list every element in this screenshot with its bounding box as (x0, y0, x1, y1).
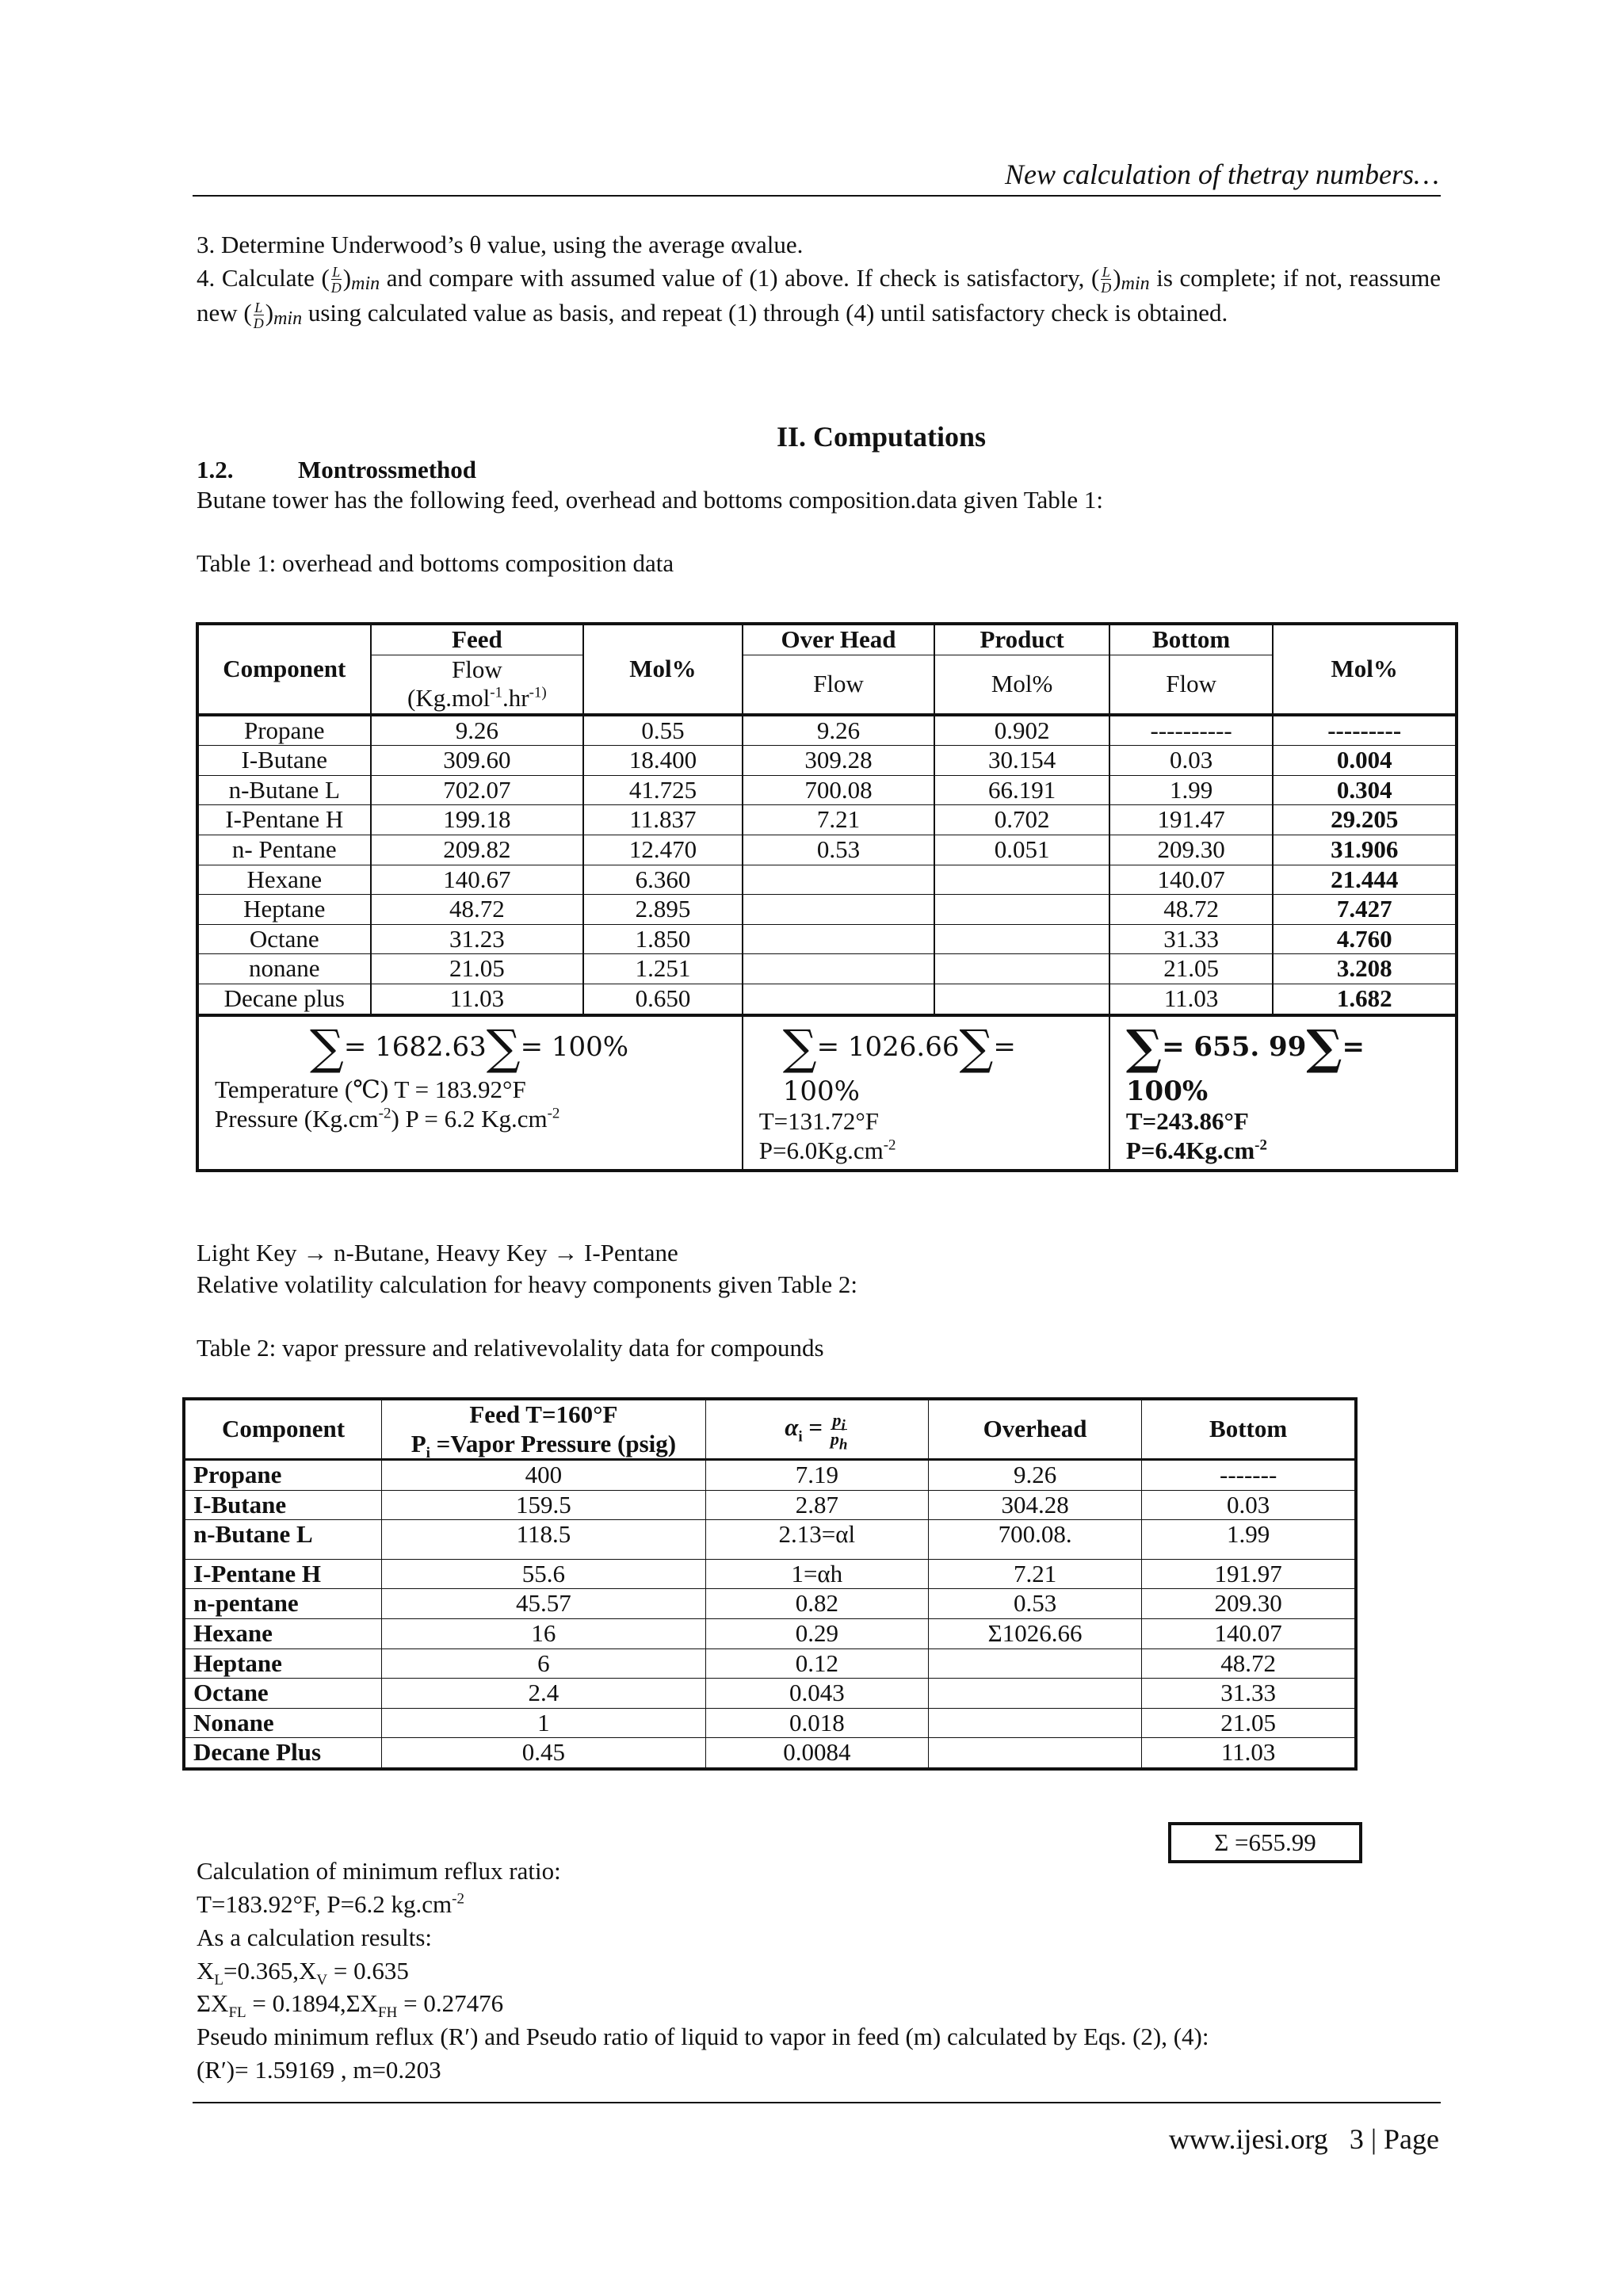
th-component: Component (197, 624, 371, 715)
table-cell: 9.26 (743, 715, 935, 746)
frac-num: L (332, 264, 341, 281)
intro-steps (197, 228, 1441, 331)
oh-pct: = 100% (782, 1030, 1016, 1108)
table-cell: I-Pentane H (184, 1559, 382, 1589)
table-cell (743, 865, 935, 895)
table2-intro: Relative volatility calculation for heavy components given Table 2: (197, 1270, 858, 1298)
table-cell: 140.67 (371, 865, 584, 895)
table-cell: 1.99 (1142, 1520, 1356, 1560)
bt-pct: = 100% (1125, 1030, 1365, 1108)
table-cell: 0.12 (705, 1648, 928, 1679)
table-row (184, 1589, 1356, 1619)
table-cell (934, 984, 1109, 1014)
table1-caption: Table 1: overhead and bottoms composition data (197, 549, 674, 577)
table-cell: 55.6 (382, 1559, 706, 1589)
th2-alpha: $\alpha_i$ = $\frac{p_i}{p_h}$ (705, 1399, 928, 1460)
table-cell: 7.427 (1273, 895, 1457, 925)
th2-feed-line1: Feed T=160°F (469, 1400, 618, 1428)
table-cell: 11.03 (1142, 1738, 1356, 1769)
feed-sum: = 1682.63 (343, 1030, 487, 1063)
table-cell: 6 (382, 1648, 706, 1679)
oh-press: $P=6.0Kg.cm^{-2}$ (758, 1137, 896, 1164)
calc-line-1: Calculation of minimum reflux ratio: (197, 1857, 561, 1885)
bt-press: $P=6.4Kg.cm^{-2}$ (1125, 1137, 1267, 1164)
sigma-icon: ∑ (959, 1019, 994, 1075)
table-row (197, 984, 1457, 1014)
table-cell: Σ1026.66 (928, 1619, 1141, 1649)
calc-line-2: T=183.92°F, P=6.2 $kg.cm^{-2}$ (197, 1889, 464, 1918)
min-subscript: min (273, 308, 303, 329)
footer-page: 3 | Page (1349, 2123, 1439, 2155)
table-cell: 118.5 (382, 1520, 706, 1560)
th-feed-flow: Flow ($Kg.mol^{-1}.hr^{-1)}$ (371, 655, 584, 715)
bottom-sum-box: Σ =655.99 (1168, 1822, 1362, 1863)
table-cell: 1.850 (583, 924, 743, 954)
feed-sum-line (215, 1020, 726, 1076)
table-cell: 31.33 (1142, 1679, 1356, 1709)
table-cell: 31.23 (371, 924, 584, 954)
table-cell: 700.08 (743, 775, 935, 805)
th-product-mol: Mol% (934, 655, 1109, 715)
table-row (184, 1559, 1356, 1589)
table-cell: 9.26 (928, 1460, 1141, 1491)
table-cell: 48.72 (1142, 1648, 1356, 1679)
table-cell (928, 1738, 1141, 1769)
sigma-icon: ∑ (486, 1019, 521, 1075)
table-row (184, 1708, 1356, 1738)
th-overhead: Over Head (743, 624, 935, 655)
table-cell: 21.444 (1273, 865, 1457, 895)
table-cell: 18.400 (583, 746, 743, 776)
table-cell: Heptane (184, 1648, 382, 1679)
table-cell: 309.28 (743, 746, 935, 776)
subsection-number: 1.2. (197, 456, 234, 483)
table-cell: 1=αh (705, 1559, 928, 1589)
table-cell: 2.4 (382, 1679, 706, 1709)
table-row (197, 746, 1457, 776)
table-cell: n-Butane L (197, 775, 371, 805)
table-cell (928, 1679, 1141, 1709)
table-cell: 0.53 (928, 1589, 1141, 1619)
table-cell: 48.72 (1109, 895, 1274, 925)
oh-temp: T=131.72°F (758, 1107, 880, 1136)
calc-line-5: $\Sigma X_{FL} = 0.1894,\Sigma X_{FH} = 0.27476$ (197, 1989, 504, 2022)
table-cell: 0.82 (705, 1589, 928, 1619)
sigma-icon: ∑ (1125, 1019, 1163, 1075)
table-cell: 140.07 (1142, 1619, 1356, 1649)
table-cell (934, 954, 1109, 984)
table-cell: 140.07 (1109, 865, 1274, 895)
l-over-d-fraction (1101, 265, 1111, 295)
table-cell: 0.650 (583, 984, 743, 1014)
table-cell: Decane plus (197, 984, 371, 1014)
table-cell: 1.251 (583, 954, 743, 984)
frac-den: D (330, 280, 342, 296)
table-cell: 30.154 (934, 746, 1109, 776)
table-cell: 209.82 (371, 835, 584, 865)
table-cell (743, 924, 935, 954)
table-row (184, 1619, 1356, 1649)
sigma-icon: ∑ (310, 1019, 344, 1075)
oh-sum: = 1026.66 (816, 1030, 960, 1063)
table-row (197, 715, 1457, 746)
table-cell: 209.30 (1109, 835, 1274, 865)
table-cell: 159.5 (382, 1490, 706, 1520)
table-cell: 191.47 (1109, 805, 1274, 835)
table-cell: 41.725 (583, 775, 743, 805)
frac-den: D (253, 315, 264, 331)
table-cell: 0.004 (1273, 746, 1457, 776)
table-cell: --------- (1273, 715, 1457, 746)
alpha-den: $p_h$ (830, 1428, 848, 1453)
header-rule (193, 195, 1441, 197)
th-mol1: Mol% (583, 624, 743, 715)
calc-line-6: Pseudo minimum reflux (R′) and Pseudo ratio of liquid to vapor in feed (m) calculated by Eqs. (2), (4): (197, 2023, 1209, 2051)
table1-intro: Butane tower has the following feed, overhead and bottoms composition.data given Table 1: (197, 486, 1103, 514)
table-cell: nonane (197, 954, 371, 984)
table-cell: 31.33 (1109, 924, 1274, 954)
table-cell: n-pentane (184, 1589, 382, 1619)
table-row (197, 805, 1457, 835)
table-cell: Octane (197, 924, 371, 954)
table-cell: 4.760 (1273, 924, 1457, 954)
table-cell: 21.05 (1109, 954, 1274, 984)
subsection-title: Montrossmethod (298, 456, 477, 483)
th-product: Product (934, 624, 1109, 655)
calc-block (197, 1855, 1441, 2087)
table-cell: 0.902 (934, 715, 1109, 746)
table-cell: 7.19 (705, 1460, 928, 1491)
table-cell: 2.13=αl (705, 1520, 928, 1560)
subsection-heading (197, 453, 476, 487)
feed-pct: = 100% (520, 1030, 629, 1063)
table-cell: 0.043 (705, 1679, 928, 1709)
feed-summary (197, 1015, 743, 1171)
calc-line-7: (R′)= 1.59169 , m=0.203 (197, 2056, 441, 2084)
table-cell: 7.21 (743, 805, 935, 835)
feed-flow-label: Flow (452, 655, 502, 683)
composition-table (196, 622, 1458, 1172)
th-bottom: Bottom (1109, 624, 1274, 655)
step-3: 3. Determine Underwood’s θ value, using the average αvalue. (197, 231, 804, 258)
bt-temp: T=243.86°F (1125, 1107, 1249, 1136)
table-cell (934, 895, 1109, 925)
table-cell: 0.018 (705, 1708, 928, 1738)
table-cell: 48.72 (371, 895, 584, 925)
table-cell: 21.05 (371, 954, 584, 984)
alpha-fraction (830, 1409, 848, 1453)
table-cell: n- Pentane (197, 835, 371, 865)
l-over-d-fraction (331, 265, 342, 295)
step-4-d: using calculated value as basis, and repeat (1) through (4) until satisfactory check is obtained. (307, 298, 1228, 327)
table-cell: 0.45 (382, 1738, 706, 1769)
table-cell: 209.30 (1142, 1589, 1356, 1619)
table-cell: 1.99 (1109, 775, 1274, 805)
table-cell: 2.895 (583, 895, 743, 925)
th-feed: Feed (371, 624, 584, 655)
min-subscript: min (351, 273, 380, 294)
table-cell: Propane (184, 1460, 382, 1491)
feed-temp: Temperature (℃) T = 183.92°F (215, 1075, 526, 1104)
table-cell: 1 (382, 1708, 706, 1738)
step-4-b: and compare with assumed value of (1) above. If check is satisfactory, (386, 263, 1085, 292)
table-cell: Hexane (184, 1619, 382, 1649)
l-over-d-fraction (254, 300, 264, 330)
table-cell: 21.05 (1142, 1708, 1356, 1738)
table-cell: 0.051 (934, 835, 1109, 865)
table-cell: n-Butane L (184, 1520, 382, 1560)
table-cell: Decane Plus (184, 1738, 382, 1769)
table-cell: 0.03 (1109, 746, 1274, 776)
table-cell (934, 865, 1109, 895)
calc-line-4: $X_L=0.365,X_V = 0.635$ (197, 1956, 409, 1988)
table-cell: 0.53 (743, 835, 935, 865)
table-cell: 191.97 (1142, 1559, 1356, 1589)
sigma-icon: ∑ (782, 1019, 817, 1075)
table-cell: 199.18 (371, 805, 584, 835)
table-cell: Nonane (184, 1708, 382, 1738)
table-row (197, 865, 1457, 895)
table-cell: 31.906 (1273, 835, 1457, 865)
table-cell: ---------- (1109, 715, 1274, 746)
volatility-table (182, 1397, 1358, 1771)
th2-feed: Feed T=160°F $P_i$ =Vapor Pressure (psig) (382, 1399, 706, 1460)
table-cell: Heptane (197, 895, 371, 925)
table-cell: 6.360 (583, 865, 743, 895)
overhead-summary (743, 1015, 1109, 1171)
table-row (184, 1679, 1356, 1709)
table-cell: 304.28 (928, 1490, 1141, 1520)
table-row (184, 1520, 1356, 1560)
section-title: II. Computations (777, 421, 987, 453)
table-cell: 66.191 (934, 775, 1109, 805)
table-cell: 45.57 (382, 1589, 706, 1619)
running-header: New calculation of thetray numbers… (1005, 159, 1439, 190)
table-row (197, 835, 1457, 865)
table-cell (743, 984, 935, 1014)
table-row (184, 1648, 1356, 1679)
step-4: 4. Calculate ( $\frac{L}{D}$ )min and compare with assumed value of (1) above. If check is satisfactory, ( $\frac{L}{D}$ )min is complete; if not, reassume new ( $\frac{L}{D}$ )min using calculated value as basis, and repeat (1) through (4) until satisfactory check is obtained. (197, 263, 1442, 331)
calc-line-3: As a calculation results: (197, 1923, 432, 1951)
oh-sum-line (759, 1020, 1093, 1108)
table-cell: 0.702 (934, 805, 1109, 835)
keys-line: Light Key → n-Butane, Heavy Key → I-Pentane (197, 1239, 678, 1266)
table-row (184, 1490, 1356, 1520)
th-overhead-flow: Flow (743, 655, 935, 715)
table-cell (743, 954, 935, 984)
step-4-a: 4. Calculate (197, 263, 315, 292)
alpha-num: $p_i$ (832, 1409, 846, 1434)
th2-overhead: Overhead (928, 1399, 1141, 1460)
th2-bottom: Bottom (1142, 1399, 1356, 1460)
table2-caption: Table 2: vapor pressure and relativevolality data for compounds (197, 1334, 824, 1362)
frac-num: L (1102, 264, 1110, 281)
bt-sum: = 655. 99 (1162, 1030, 1307, 1063)
table-cell: 12.470 (583, 835, 743, 865)
table-row (197, 895, 1457, 925)
table-row (184, 1738, 1356, 1769)
table-cell (928, 1708, 1141, 1738)
table-cell: I-Pentane H (197, 805, 371, 835)
th2-component: Component (184, 1399, 382, 1460)
table-cell: 11.837 (583, 805, 743, 835)
table-cell: Propane (197, 715, 371, 746)
table-cell: 702.07 (371, 775, 584, 805)
table-row (197, 954, 1457, 984)
bottom-summary (1109, 1015, 1457, 1171)
table-cell: 0.0084 (705, 1738, 928, 1769)
table-cell: 400 (382, 1460, 706, 1491)
table-cell: 0.304 (1273, 775, 1457, 805)
table-cell: 9.26 (371, 715, 584, 746)
table-cell: 1.682 (1273, 984, 1457, 1014)
table-cell: I-Butane (197, 746, 371, 776)
min-subscript: min (1121, 273, 1150, 294)
table-cell (928, 1648, 1141, 1679)
table-cell: 0.29 (705, 1619, 928, 1649)
footer-site: www.ijesi.org (1168, 2123, 1328, 2155)
table-cell: I-Butane (184, 1490, 382, 1520)
table-cell: 0.03 (1142, 1490, 1356, 1520)
table-cell: Octane (184, 1679, 382, 1709)
table-cell: 16 (382, 1619, 706, 1649)
th-bottom-flow: Flow (1109, 655, 1274, 715)
table-row (197, 775, 1457, 805)
table-cell: Hexane (197, 865, 371, 895)
table-cell (934, 924, 1109, 954)
page-footer (1169, 2120, 1439, 2158)
step-4-c: is complete; if not, reassume new (197, 263, 1442, 327)
table-cell: 309.60 (371, 746, 584, 776)
table-cell: ------- (1142, 1460, 1356, 1491)
table-row (197, 924, 1457, 954)
feed-press: Pressure $(Kg.cm^{-2}) P = 6.2$ $Kg.cm^{-2}$ (215, 1104, 560, 1133)
table-cell: 11.03 (371, 984, 584, 1014)
table-cell: 29.205 (1273, 805, 1457, 835)
table-cell: 11.03 (1109, 984, 1274, 1014)
table-cell: 7.21 (928, 1559, 1141, 1589)
table-cell (743, 895, 935, 925)
table-cell: 3.208 (1273, 954, 1457, 984)
footer-rule (193, 2102, 1441, 2103)
sigma-icon: ∑ (1306, 1019, 1342, 1075)
table-cell: 700.08. (928, 1520, 1141, 1560)
table-cell: 2.87 (705, 1490, 928, 1520)
table-cell: 0.55 (583, 715, 743, 746)
th-mol2: Mol% (1273, 624, 1457, 715)
table-row (184, 1460, 1356, 1491)
bt-sum-line (1126, 1020, 1439, 1108)
frac-den: D (1101, 280, 1112, 296)
frac-num: L (254, 299, 263, 315)
